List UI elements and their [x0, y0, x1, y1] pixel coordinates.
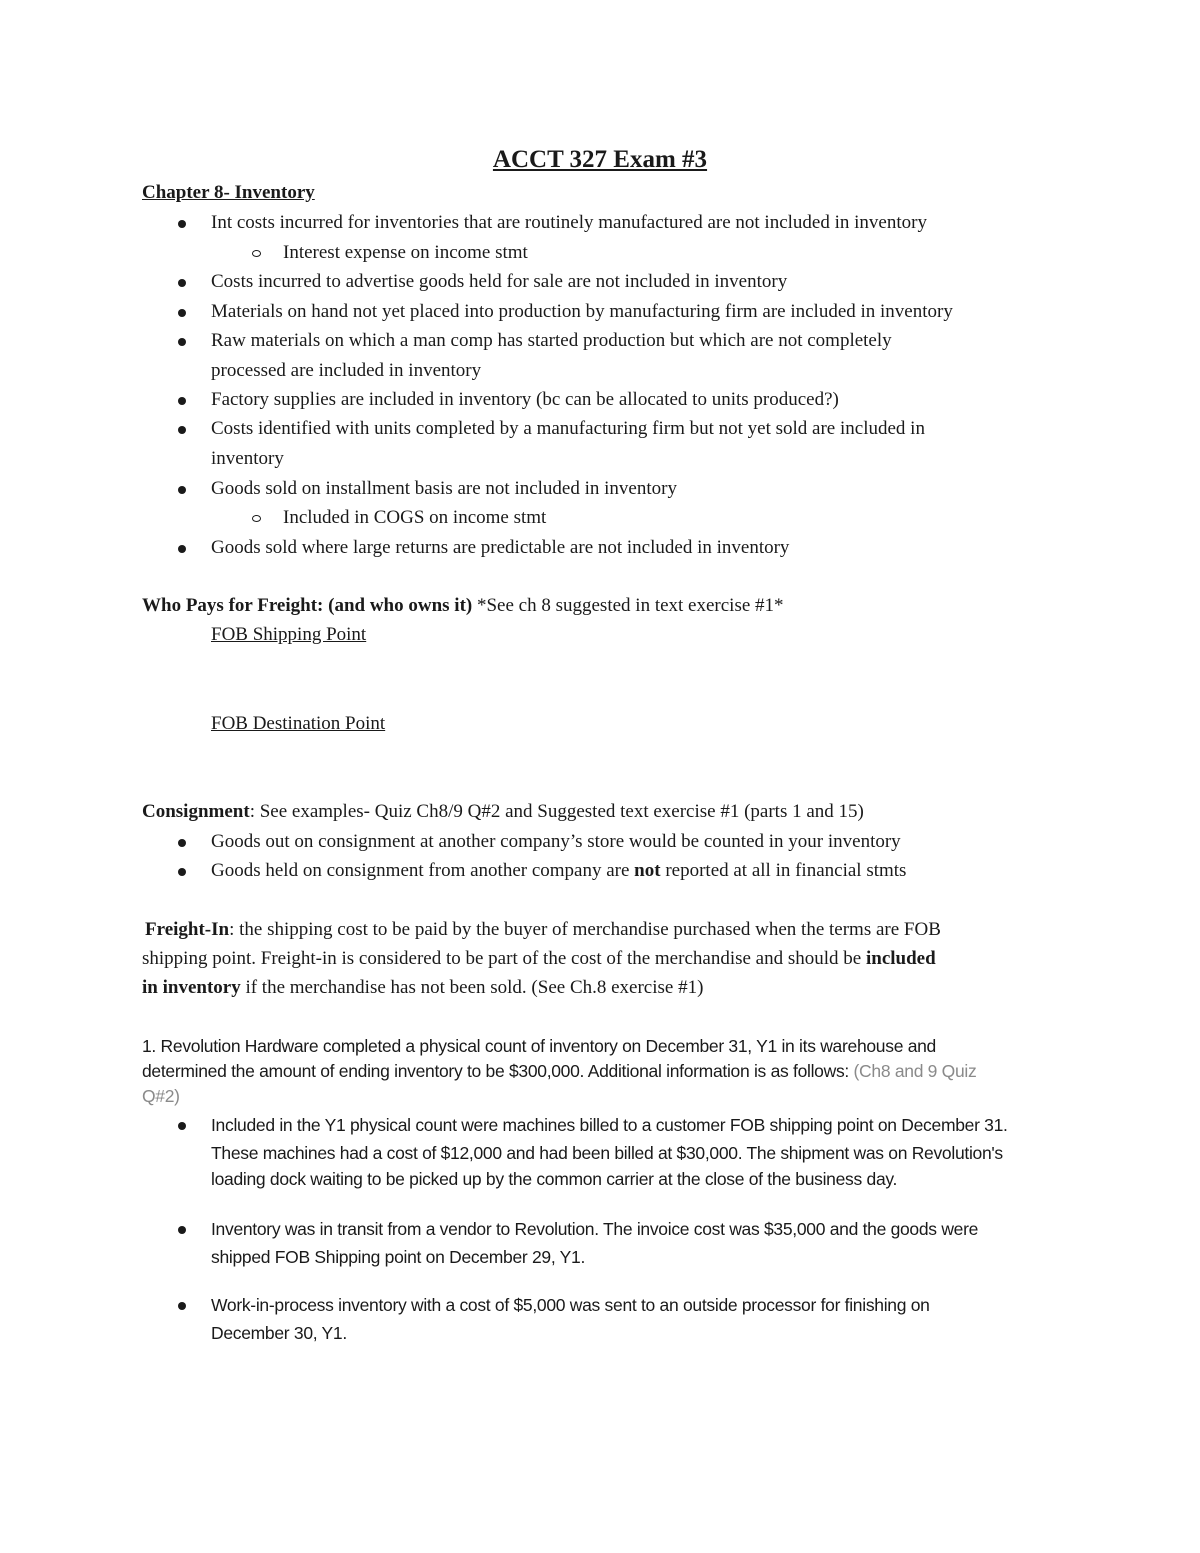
sub-bullet-icon	[252, 250, 261, 257]
list-item: Goods sold where large returns are predictable are not included in inventory	[211, 537, 790, 558]
bullet-icon	[178, 309, 186, 317]
consignment-intro: : See examples- Quiz Ch8/9 Q#2 and Suggested text exercise #1 (parts 1 and 15)	[249, 801, 864, 822]
problem-reference: (Ch8 and 9 Quiz	[853, 1061, 977, 1081]
bullet-icon	[178, 1122, 186, 1130]
problem-reference: Q#2)	[142, 1086, 180, 1106]
problem-text: determined the amount of ending inventory to be $300,000. Additional information is as follows:	[142, 1061, 854, 1081]
list-item-text: reported at all in financial stmts	[660, 860, 907, 881]
list-item: Included in COGS on income stmt	[283, 507, 547, 528]
list-item-continuation: December 30, Y1.	[211, 1323, 347, 1343]
list-item: Inventory was in transit from a vendor to Revolution. The invoice cost was $35,000 and the goods were	[211, 1219, 979, 1239]
bullet-icon	[178, 426, 186, 434]
freight-in-text: if the merchandise has not been sold. (See Ch.8 exercise #1)	[240, 977, 704, 998]
freight-in-text: : the shipping cost to be paid by the buyer of merchandise purchased when the terms are FOB	[229, 919, 941, 940]
problem-line-1: 1. Revolution Hardware completed a physical count of inventory on December 31, Y1 in its warehouse and	[142, 1036, 936, 1056]
list-item: Raw materials on which a man comp has started production but which are not completely	[211, 330, 892, 351]
bullet-icon	[178, 338, 186, 346]
emphasis-text: not	[634, 860, 661, 881]
list-item-continuation: shipped FOB Shipping point on December 29, Y1.	[211, 1247, 586, 1267]
list-item: Work-in-process inventory with a cost of $5,000 was sent to an outside processor for finishing on	[211, 1295, 930, 1315]
bullet-icon	[178, 279, 186, 287]
list-item: Int costs incurred for inventories that are routinely manufactured are not included in inventory	[211, 212, 927, 233]
list-item: Costs identified with units completed by a manufacturing firm but not yet sold are included in	[211, 418, 925, 439]
freight-heading: Who Pays for Freight: (and who owns it)	[142, 595, 473, 616]
freight-in-line-1	[145, 918, 941, 942]
list-item-continuation: loading dock waiting to be picked up by the common carrier at the close of the business day.	[211, 1169, 898, 1189]
sub-bullet-icon	[252, 515, 261, 522]
list-item	[211, 859, 906, 883]
list-item: Goods sold on installment basis are not included in inventory	[211, 478, 677, 499]
list-item-continuation: inventory	[211, 448, 284, 469]
emphasis-text: in inventory	[142, 977, 241, 998]
list-item-continuation: processed are included in inventory	[211, 360, 482, 381]
bullet-icon	[178, 220, 186, 228]
chapter-heading: Chapter 8- Inventory	[142, 182, 315, 203]
fob-destination-label: FOB Destination Point	[211, 713, 386, 734]
freight-in-line-2	[142, 947, 936, 971]
freight-in-line-3	[142, 976, 703, 1000]
bullet-icon	[178, 868, 186, 876]
freight-in-term: Freight-In	[145, 919, 230, 940]
list-item: Factory supplies are included in inventory (bc can be allocated to units produced?)	[211, 389, 839, 410]
list-item: Costs incurred to advertise goods held for sale are not included in inventory	[211, 271, 788, 292]
bullet-icon	[178, 839, 186, 847]
list-item-text: Goods held on consignment from another company are	[211, 860, 635, 881]
consignment-heading: Consignment	[142, 801, 250, 822]
bullet-icon	[178, 545, 186, 553]
fob-shipping-label: FOB Shipping Point	[211, 624, 367, 645]
list-item: Interest expense on income stmt	[283, 242, 528, 263]
bullet-icon	[178, 486, 186, 494]
list-item: Goods out on consignment at another company’s store would be counted in your inventory	[211, 831, 901, 852]
freight-heading-line	[142, 594, 784, 618]
list-item: Included in the Y1 physical count were machines billed to a customer FOB shipping point on December 31.	[211, 1115, 1008, 1135]
freight-note: *See ch 8 suggested in text exercise #1*	[472, 595, 784, 616]
bullet-icon	[178, 397, 186, 405]
freight-in-text: shipping point. Freight-in is considered to be part of the cost of the merchandise and should be	[142, 948, 866, 969]
problem-line-2	[142, 1059, 976, 1083]
list-item: Materials on hand not yet placed into production by manufacturing firm are included in inventory	[211, 301, 953, 322]
bullet-icon	[178, 1226, 186, 1234]
consignment-heading-line	[142, 800, 864, 824]
list-item-continuation: These machines had a cost of $12,000 and had been billed at $30,000. The shipment was on Revolution's	[211, 1143, 1003, 1163]
page-title: ACCT 327 Exam #3	[492, 146, 708, 173]
emphasis-text: included	[865, 948, 936, 969]
bullet-icon	[178, 1302, 186, 1310]
